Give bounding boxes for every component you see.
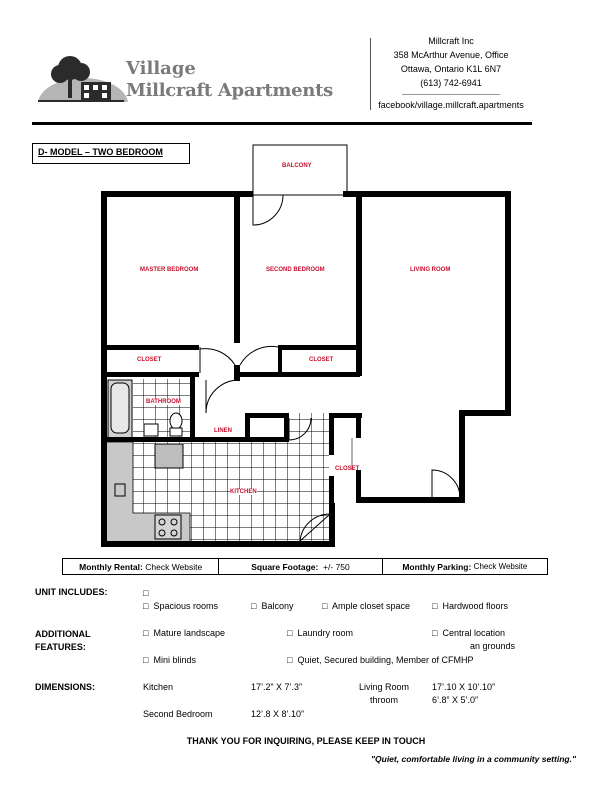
model-title: D- MODEL – TWO BEDROOM (38, 147, 163, 157)
closet-label-2: CLOSET (309, 357, 334, 363)
feature-quiet-secured: □ Quiet, Secured building, Member of CFMHP (287, 655, 474, 665)
linen-label: LINEN (214, 428, 232, 434)
address-line2: Ottawa, Ontario K1L 6N7 (400, 64, 502, 74)
living-dim-value: 17’.10 X 10’.10” (432, 682, 496, 692)
info-bar (62, 558, 548, 575)
feature-central-location: □ Central location (432, 628, 505, 638)
include-balcony: □ Balcony (251, 601, 294, 611)
tagline-quote: "Quiet, comfortable living in a community setting." (370, 754, 576, 764)
rental-label: Monthly Rental: (79, 561, 143, 572)
living-room-label: LIVING ROOM (410, 267, 451, 273)
feature-grounds: an grounds (470, 641, 516, 651)
address-line1: 358 McArthur Avenue, Office (393, 50, 509, 60)
parking-cell (383, 559, 547, 574)
facebook-link[interactable]: facebook/village.millcraft.apartments (378, 100, 524, 110)
phone-number: (613) 742-6941 (420, 78, 482, 88)
parking-label: Monthly Parking: (402, 561, 472, 572)
include-hardwood-floors: □ Hardwood floors (432, 601, 508, 611)
closet-label-3: CLOSET (335, 466, 360, 472)
kitchen-dim-value: 17’.2” X 7’.3” (251, 682, 303, 692)
living-dim-label: Living Room (359, 682, 410, 692)
rental-cell (63, 559, 219, 574)
unit-includes-label: UNIT INCLUDES: (35, 587, 108, 597)
company-name: Millcraft Inc (428, 36, 474, 46)
throom-dim-label: throom (370, 695, 399, 705)
dimensions-label: DIMENSIONS: (35, 682, 96, 692)
thank-you-text: THANK YOU FOR INQUIRING, PLEASE KEEP IN TOUCH (186, 736, 426, 746)
parking-value: Check Website (473, 562, 528, 571)
feature-mature-landscape: □ Mature landscape (143, 628, 225, 638)
logo-line2: Millcraft Apartments (126, 80, 333, 101)
feature-laundry-room: □ Laundry room (287, 628, 353, 638)
sqft-value: +/- 750 (323, 561, 350, 572)
second-bedroom-label: SECOND BEDROOM (266, 267, 325, 273)
second-bedroom-dim-value: 12’.8 X 8’.10” (251, 709, 305, 719)
sqft-label: Square Footage: (251, 561, 319, 572)
balcony-label: BALCONY (282, 163, 312, 169)
sqft-cell (219, 559, 382, 574)
include-spacious-rooms: □ Spacious rooms (143, 601, 218, 611)
closet-label-1: CLOSET (137, 357, 162, 363)
second-bedroom-dim-label: Second Bedroom (143, 709, 213, 719)
rental-value: Check Website (145, 561, 203, 572)
additional-label: ADDITIONAL FEATURES: (35, 629, 91, 652)
kitchen-dim-label: Kitchen (143, 682, 174, 692)
include-closet-space: □ Ample closet space (322, 601, 410, 611)
logo-line1: Village (126, 58, 196, 79)
bathroom-label: BATHROOM (146, 399, 181, 405)
unit-includes-empty-checkbox: □ (143, 588, 149, 598)
throom-dim-value: 6’.8” X 5’.0” (432, 695, 479, 705)
feature-mini-blinds: □ Mini blinds (143, 655, 196, 665)
kitchen-label: KITCHEN (230, 489, 257, 495)
master-bedroom-label: MASTER BEDROOM (140, 267, 199, 273)
